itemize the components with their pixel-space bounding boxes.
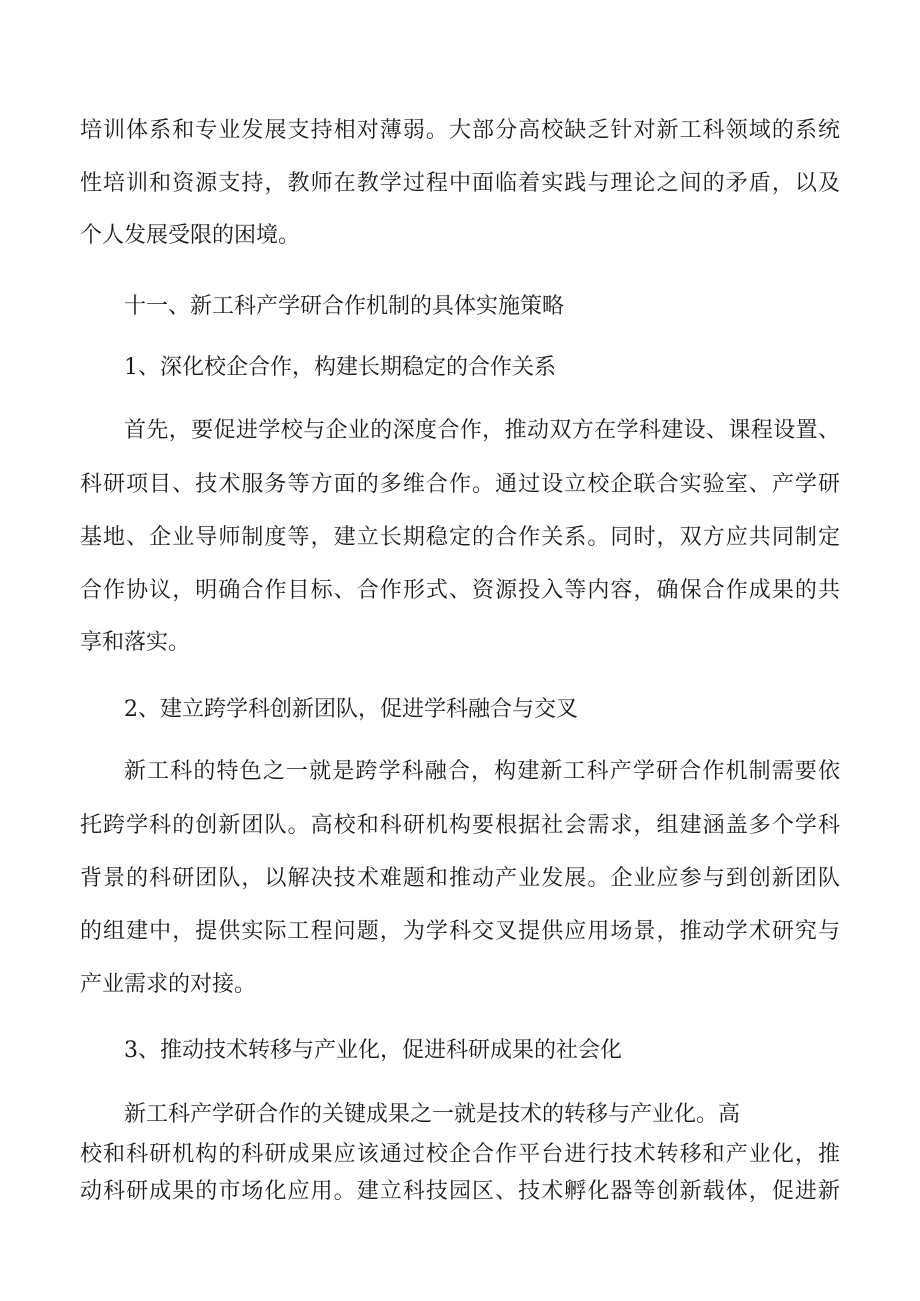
- subsection-heading: 1、深化校企合作，构建长期稳定的合作关系: [124, 355, 556, 380]
- paragraph-line: 享和落实。: [80, 630, 191, 655]
- paragraph-line: 科研项目、技术服务等方面的多维合作。通过设立校企联合实验室、产学研: [80, 472, 840, 497]
- paragraph-line: 合作协议，明确合作目标、合作形式、资源投入等内容，确保合作成果的共: [80, 578, 840, 603]
- paragraph-line: 动科研成果的市场化应用。建立科技园区、技术孵化器等创新载体，促进新: [80, 1179, 840, 1204]
- section-heading: 十一、新工科产学研合作机制的具体实施策略: [124, 294, 565, 319]
- paragraph-line: 性培训和资源支持，教师在教学过程中面临着实践与理论之间的矛盾，以及: [80, 171, 840, 196]
- paragraph-line: 校和科研机构的科研成果应该通过校企合作平台进行技术转移和产业化，推: [80, 1142, 840, 1167]
- paragraph-line: 背景的科研团队，以解决技术难题和推动产业发展。企业应参与到创新团队: [80, 866, 840, 891]
- paragraph-line: 产业需求的对接。: [80, 972, 257, 997]
- paragraph-line: 新工科产学研合作的关键成果之一就是技术的转移与产业化。高: [124, 1102, 741, 1127]
- paragraph-line: 的组建中，提供实际工程问题，为学科交叉提供应用场景，推动学术研究与: [80, 919, 840, 944]
- paragraph-line: 新工科的特色之一就是跨学科融合，构建新工科产学研合作机制需要依: [124, 759, 840, 784]
- paragraph-line: 个人发展受限的困境。: [80, 223, 301, 248]
- subsection-heading: 2、建立跨学科创新团队，促进学科融合与交叉: [124, 697, 578, 722]
- paragraph-line: 托跨学科的创新团队。高校和科研机构要根据社会需求，组建涵盖多个学科: [80, 813, 840, 838]
- paragraph-line: 培训体系和专业发展支持相对薄弱。大部分高校缺乏针对新工科领域的系统: [80, 118, 840, 143]
- paragraph-line: 首先，要促进学校与企业的深度合作，推动双方在学科建设、课程设置、: [124, 418, 840, 443]
- paragraph-line: 基地、企业导师制度等，建立长期稳定的合作关系。同时，双方应共同制定: [80, 525, 840, 550]
- subsection-heading: 3、推动技术转移与产业化，促进科研成果的社会化: [124, 1038, 622, 1063]
